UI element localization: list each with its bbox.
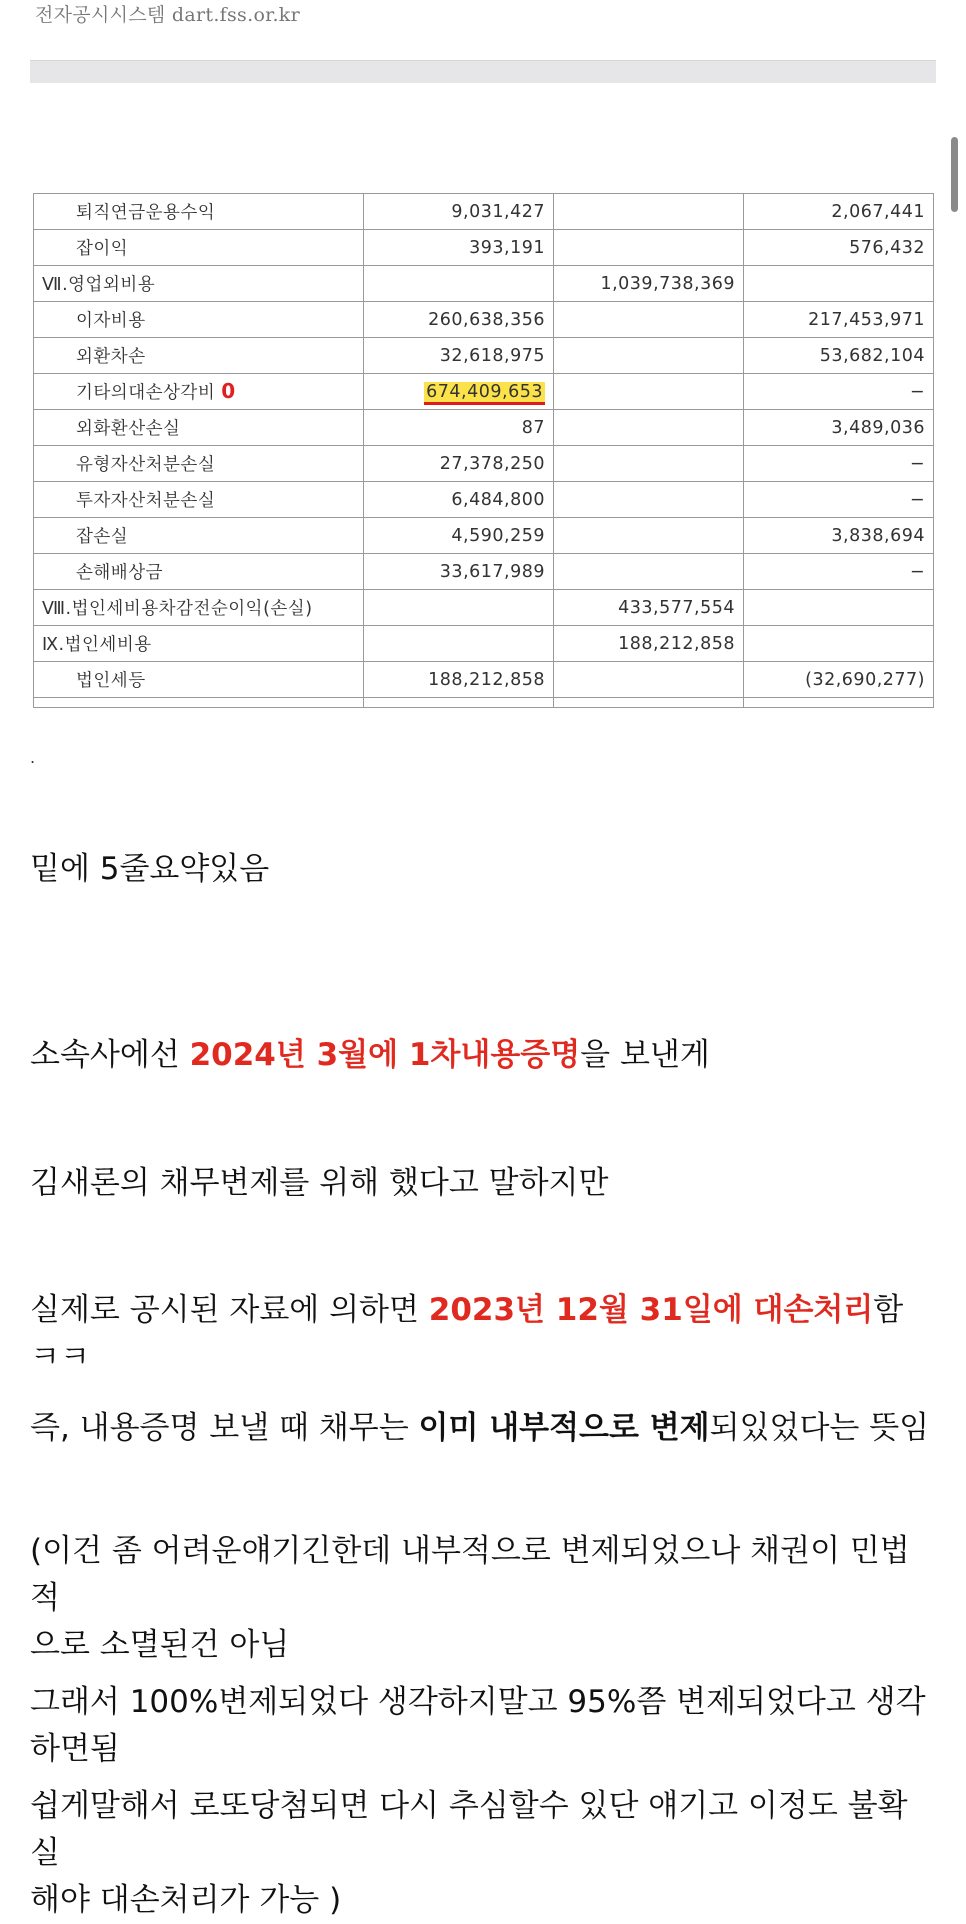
row-label: 기타의대손상각비 bbox=[76, 383, 216, 403]
row-label-cell bbox=[34, 626, 364, 662]
explanation-line: (이건 좀 어려운얘기긴한데 내부적으로 변제되었으나 채권이 민법적 bbox=[30, 1533, 910, 1616]
row-label-cell bbox=[34, 662, 364, 698]
highlight-bold-text: 이미 내부적으로 변제 bbox=[418, 1410, 710, 1446]
row-label-cell bbox=[34, 338, 364, 374]
explanation-line: 해야 대손처리가 가능 ) bbox=[30, 1882, 342, 1918]
row-label-cell bbox=[34, 230, 364, 266]
empty-cell bbox=[34, 698, 364, 708]
table-row bbox=[34, 230, 934, 266]
value-cell bbox=[364, 518, 554, 554]
table-row-cutoff bbox=[34, 698, 934, 708]
value-cell bbox=[554, 518, 744, 554]
cell-value: 433,577,554 bbox=[618, 597, 735, 618]
value-cell bbox=[744, 266, 934, 302]
value-cell bbox=[554, 230, 744, 266]
row-label: 투자자산처분손실 bbox=[76, 491, 216, 511]
post-line-4 bbox=[30, 1405, 935, 1452]
table-row bbox=[34, 482, 934, 518]
table-row bbox=[34, 518, 934, 554]
row-label: 외화환산손실 bbox=[76, 419, 181, 439]
value-cell bbox=[744, 194, 934, 230]
value-cell bbox=[744, 626, 934, 662]
value-cell bbox=[554, 446, 744, 482]
table-row bbox=[34, 590, 934, 626]
cell-value: 33,617,989 bbox=[439, 561, 545, 582]
cell-value: 260,638,356 bbox=[428, 309, 545, 330]
post-paragraph-explanation bbox=[30, 1528, 935, 1924]
cell-value: 393,191 bbox=[469, 237, 545, 258]
cell-value: 53,682,104 bbox=[819, 345, 925, 366]
row-label: 이자비용 bbox=[76, 311, 146, 331]
row-label: 손해배상금 bbox=[76, 563, 164, 583]
cell-value: 188,212,858 bbox=[618, 633, 735, 654]
value-cell bbox=[554, 374, 744, 410]
value-cell bbox=[554, 590, 744, 626]
highlighted-value: 674,409,653 bbox=[424, 382, 545, 405]
explanation-line: 쉽게말해서 로또당첨되면 다시 추심할수 있단 얘기고 이정도 불확실 bbox=[30, 1788, 908, 1871]
cell-value: 87 bbox=[521, 417, 545, 438]
value-cell bbox=[744, 302, 934, 338]
value-cell bbox=[364, 194, 554, 230]
value-cell bbox=[364, 446, 554, 482]
text-segment: 을 보낸게 bbox=[580, 1037, 710, 1073]
scrollbar[interactable] bbox=[951, 137, 958, 212]
row-label-cell bbox=[34, 302, 364, 338]
value-cell bbox=[364, 302, 554, 338]
table-row bbox=[34, 410, 934, 446]
value-cell bbox=[744, 230, 934, 266]
post-line-2: 김새론의 채무변제를 위해 했다고 말하지만 bbox=[30, 1165, 609, 1201]
value-cell bbox=[744, 410, 934, 446]
row-label: 유형자산처분손실 bbox=[76, 455, 216, 475]
row-label-cell bbox=[34, 554, 364, 590]
value-cell bbox=[744, 518, 934, 554]
text-segment: 함 ㅋㅋ bbox=[30, 1292, 904, 1375]
value-cell bbox=[554, 410, 744, 446]
table-row bbox=[34, 626, 934, 662]
row-label-cell bbox=[34, 374, 364, 410]
table-row bbox=[34, 662, 934, 698]
text-segment: 즉, 내용증명 보낼 때 채무는 bbox=[30, 1410, 419, 1446]
text-segment: 소속사에선 bbox=[30, 1037, 190, 1073]
value-cell bbox=[554, 266, 744, 302]
cell-value: 3,489,036 bbox=[831, 417, 925, 438]
row-label: 외환차손 bbox=[76, 347, 146, 367]
value-cell bbox=[554, 302, 744, 338]
value-cell bbox=[554, 482, 744, 518]
value-cell bbox=[364, 410, 554, 446]
explanation-line: 으로 소멸된건 아님 bbox=[30, 1627, 290, 1663]
cell-value: 4,590,259 bbox=[451, 525, 545, 546]
financial-statement-table bbox=[33, 193, 934, 708]
value-cell bbox=[744, 446, 934, 482]
highlight-red-text: 2024년 3월에 1차내용증명 bbox=[189, 1037, 581, 1073]
cell-value: 3,838,694 bbox=[831, 525, 925, 546]
table-row bbox=[34, 266, 934, 302]
value-cell bbox=[364, 626, 554, 662]
value-cell bbox=[554, 626, 744, 662]
explanation-line: 하면됨 bbox=[30, 1731, 120, 1767]
empty-cell bbox=[744, 698, 934, 708]
value-cell bbox=[744, 482, 934, 518]
cell-value: − bbox=[909, 489, 925, 510]
cell-value: 217,453,971 bbox=[808, 309, 925, 330]
cell-value: − bbox=[909, 561, 925, 582]
table-row bbox=[34, 554, 934, 590]
empty-cell bbox=[364, 698, 554, 708]
value-cell bbox=[364, 338, 554, 374]
row-label: 법인세등 bbox=[76, 671, 146, 691]
row-label-cell bbox=[34, 446, 364, 482]
value-cell bbox=[554, 554, 744, 590]
value-cell bbox=[364, 662, 554, 698]
row-label: Ⅶ.영업외비용 bbox=[42, 275, 156, 295]
table-row bbox=[34, 338, 934, 374]
value-cell bbox=[364, 590, 554, 626]
value-cell bbox=[744, 662, 934, 698]
row-label-cell bbox=[34, 266, 364, 302]
value-cell bbox=[364, 374, 554, 410]
table-row bbox=[34, 194, 934, 230]
cell-value: 6,484,800 bbox=[451, 489, 545, 510]
table-row bbox=[34, 374, 934, 410]
value-cell bbox=[744, 554, 934, 590]
cell-value: − bbox=[909, 381, 925, 402]
value-cell bbox=[364, 554, 554, 590]
cell-value: 1,039,738,369 bbox=[600, 273, 735, 294]
value-cell bbox=[744, 374, 934, 410]
source-caption: 전자공시시스템 dart.fss.or.kr bbox=[35, 4, 301, 26]
cell-value: 9,031,427 bbox=[451, 201, 545, 222]
row-label-cell bbox=[34, 194, 364, 230]
row-label-cell bbox=[34, 518, 364, 554]
row-label: 잡손실 bbox=[76, 527, 129, 547]
text-segment: 실제로 공시된 자료에 의하면 bbox=[30, 1292, 429, 1328]
table-row bbox=[34, 302, 934, 338]
post-line-1 bbox=[30, 1032, 935, 1079]
value-cell bbox=[554, 338, 744, 374]
row-label: 퇴직연금운용수익 bbox=[76, 203, 216, 223]
dot-mark: . bbox=[30, 748, 36, 767]
row-label-cell bbox=[34, 590, 364, 626]
post-line-summary-note: 밑에 5줄요약있음 bbox=[30, 851, 270, 887]
row-label: Ⅷ.법인세비용차감전순이익(손실) bbox=[42, 599, 313, 619]
cell-value: 2,067,441 bbox=[831, 201, 925, 222]
row-label-cell bbox=[34, 410, 364, 446]
value-cell bbox=[554, 194, 744, 230]
row-label: Ⅸ.법인세비용 bbox=[42, 635, 152, 655]
cell-value: 27,378,250 bbox=[439, 453, 545, 474]
cell-value: − bbox=[909, 453, 925, 474]
cell-value: (32,690,277) bbox=[805, 669, 925, 690]
highlight-red-text: 2023년 12월 31일에 대손처리 bbox=[428, 1292, 874, 1328]
value-cell bbox=[744, 590, 934, 626]
row-label: 잡이익 bbox=[76, 239, 129, 259]
divider-bar bbox=[30, 60, 936, 83]
cell-value: 576,432 bbox=[849, 237, 925, 258]
explanation-line: 그래서 100%변제되었다 생각하지말고 95%쯤 변제되었다고 생각 bbox=[30, 1684, 926, 1720]
value-cell bbox=[744, 338, 934, 374]
value-cell bbox=[364, 266, 554, 302]
cell-value: 32,618,975 bbox=[439, 345, 545, 366]
value-cell bbox=[364, 482, 554, 518]
post-line-3 bbox=[30, 1287, 935, 1381]
value-cell bbox=[364, 230, 554, 266]
value-cell bbox=[554, 662, 744, 698]
red-annotation-mark: 0 bbox=[221, 379, 236, 403]
empty-cell bbox=[554, 698, 744, 708]
text-segment: 되있었다는 뜻임 bbox=[709, 1410, 930, 1446]
table-row bbox=[34, 446, 934, 482]
row-label-cell bbox=[34, 482, 364, 518]
cell-value: 188,212,858 bbox=[428, 669, 545, 690]
